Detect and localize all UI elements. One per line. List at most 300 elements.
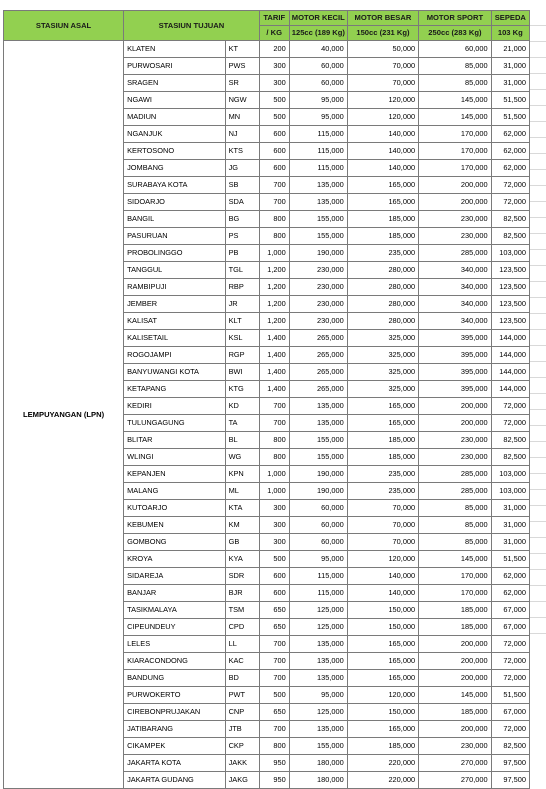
motor-kecil-price[interactable]: 135,000 [289,177,347,194]
destination-code[interactable]: JAKK [225,755,259,772]
sepeda-price[interactable]: 72,000 [491,398,529,415]
motor-kecil-price[interactable]: 125,000 [289,704,347,721]
destination-name[interactable]: BANDUNG [124,670,225,687]
tarif-per-kg[interactable]: 700 [259,194,289,211]
motor-kecil-price[interactable]: 115,000 [289,568,347,585]
motor-kecil-price[interactable]: 180,000 [289,772,347,789]
tarif-per-kg[interactable]: 950 [259,772,289,789]
motor-besar-price[interactable]: 220,000 [347,772,418,789]
destination-name[interactable]: SURABAYA KOTA [124,177,225,194]
motor-besar-price[interactable]: 235,000 [347,466,418,483]
motor-kecil-price[interactable]: 125,000 [289,619,347,636]
motor-besar-price[interactable]: 185,000 [347,738,418,755]
motor-kecil-price[interactable]: 115,000 [289,143,347,160]
sepeda-price[interactable]: 72,000 [491,636,529,653]
destination-name[interactable]: CIPEUNDEUY [124,619,225,636]
motor-kecil-price[interactable]: 60,000 [289,75,347,92]
motor-besar-price[interactable]: 280,000 [347,296,418,313]
motor-sport-price[interactable]: 395,000 [419,330,491,347]
sepeda-price[interactable]: 82,500 [491,449,529,466]
sepeda-price[interactable]: 62,000 [491,160,529,177]
motor-besar-price[interactable]: 185,000 [347,228,418,245]
motor-sport-price[interactable]: 185,000 [419,602,491,619]
motor-besar-price[interactable]: 50,000 [347,41,418,58]
tarif-per-kg[interactable]: 300 [259,517,289,534]
sepeda-price[interactable]: 103,000 [491,483,529,500]
tarif-per-kg[interactable]: 500 [259,687,289,704]
header-sepeda[interactable]: SEPEDA [491,11,529,26]
sepeda-price[interactable]: 31,000 [491,517,529,534]
tarif-per-kg[interactable]: 800 [259,449,289,466]
destination-code[interactable]: KLT [225,313,259,330]
sepeda-price[interactable]: 67,000 [491,704,529,721]
destination-name[interactable]: WLINGI [124,449,225,466]
destination-code[interactable]: SDR [225,568,259,585]
destination-name[interactable]: TULUNGAGUNG [124,415,225,432]
motor-besar-price[interactable]: 185,000 [347,449,418,466]
tarif-per-kg[interactable]: 650 [259,602,289,619]
motor-sport-price[interactable]: 270,000 [419,772,491,789]
motor-besar-price[interactable]: 325,000 [347,330,418,347]
tarif-per-kg[interactable]: 1,000 [259,245,289,262]
motor-besar-price[interactable]: 280,000 [347,262,418,279]
sepeda-price[interactable]: 31,000 [491,75,529,92]
motor-sport-price[interactable]: 230,000 [419,211,491,228]
motor-besar-price[interactable]: 235,000 [347,245,418,262]
motor-sport-price[interactable]: 145,000 [419,687,491,704]
tarif-per-kg[interactable]: 1,000 [259,466,289,483]
motor-kecil-price[interactable]: 95,000 [289,92,347,109]
motor-kecil-price[interactable]: 230,000 [289,279,347,296]
motor-besar-price[interactable]: 280,000 [347,313,418,330]
motor-kecil-price[interactable]: 40,000 [289,41,347,58]
header-motor-besar[interactable]: MOTOR BESAR [347,11,418,26]
destination-code[interactable]: RBP [225,279,259,296]
motor-besar-price[interactable]: 165,000 [347,194,418,211]
tarif-per-kg[interactable]: 600 [259,585,289,602]
motor-kecil-price[interactable]: 265,000 [289,347,347,364]
destination-code[interactable]: PB [225,245,259,262]
tarif-per-kg[interactable]: 600 [259,568,289,585]
destination-code[interactable]: KSL [225,330,259,347]
sepeda-price[interactable]: 67,000 [491,602,529,619]
motor-sport-price[interactable]: 200,000 [419,398,491,415]
destination-name[interactable]: KROYA [124,551,225,568]
destination-name[interactable]: NGAWI [124,92,225,109]
motor-kecil-price[interactable]: 115,000 [289,126,347,143]
sepeda-price[interactable]: 67,000 [491,619,529,636]
motor-sport-price[interactable]: 85,000 [419,75,491,92]
motor-kecil-price[interactable]: 190,000 [289,245,347,262]
sepeda-price[interactable]: 123,500 [491,279,529,296]
destination-code[interactable]: BJR [225,585,259,602]
destination-name[interactable]: JAKARTA GUDANG [124,772,225,789]
sepeda-price[interactable]: 123,500 [491,296,529,313]
motor-besar-price[interactable]: 165,000 [347,177,418,194]
tarif-per-kg[interactable]: 600 [259,143,289,160]
motor-besar-price[interactable]: 70,000 [347,75,418,92]
tarif-per-kg[interactable]: 700 [259,721,289,738]
motor-kecil-price[interactable]: 60,000 [289,58,347,75]
sepeda-price[interactable]: 123,500 [491,262,529,279]
motor-sport-price[interactable]: 270,000 [419,755,491,772]
sepeda-price[interactable]: 72,000 [491,415,529,432]
destination-name[interactable]: PASURUAN [124,228,225,245]
motor-besar-price[interactable]: 150,000 [347,704,418,721]
motor-kecil-price[interactable]: 135,000 [289,636,347,653]
destination-code[interactable]: JR [225,296,259,313]
motor-besar-price[interactable]: 120,000 [347,92,418,109]
destination-code[interactable]: BG [225,211,259,228]
tarif-per-kg[interactable]: 600 [259,160,289,177]
motor-sport-price[interactable]: 185,000 [419,704,491,721]
header-destination[interactable]: STASIUN TUJUAN [124,11,260,41]
tarif-per-kg[interactable]: 700 [259,398,289,415]
destination-code[interactable]: KM [225,517,259,534]
destination-name[interactable]: PURWOSARI [124,58,225,75]
destination-name[interactable]: SRAGEN [124,75,225,92]
tarif-per-kg[interactable]: 1,400 [259,330,289,347]
tarif-per-kg[interactable]: 500 [259,551,289,568]
motor-besar-price[interactable]: 185,000 [347,211,418,228]
tarif-per-kg[interactable]: 800 [259,211,289,228]
motor-besar-price[interactable]: 280,000 [347,279,418,296]
tarif-per-kg[interactable]: 700 [259,653,289,670]
destination-code[interactable]: JG [225,160,259,177]
destination-name[interactable]: GOMBONG [124,534,225,551]
sepeda-price[interactable]: 123,500 [491,313,529,330]
destination-name[interactable]: TANGGUL [124,262,225,279]
header-sepeda-spec[interactable]: 103 Kg [491,26,529,41]
sepeda-price[interactable]: 72,000 [491,670,529,687]
motor-kecil-price[interactable]: 135,000 [289,721,347,738]
motor-sport-price[interactable]: 230,000 [419,449,491,466]
sepeda-price[interactable]: 82,500 [491,228,529,245]
sepeda-price[interactable]: 31,000 [491,58,529,75]
motor-sport-price[interactable]: 85,000 [419,517,491,534]
tarif-per-kg[interactable]: 1,200 [259,262,289,279]
motor-besar-price[interactable]: 120,000 [347,687,418,704]
destination-name[interactable]: JOMBANG [124,160,225,177]
motor-besar-price[interactable]: 185,000 [347,432,418,449]
destination-name[interactable]: KALISAT [124,313,225,330]
motor-besar-price[interactable]: 325,000 [347,347,418,364]
destination-name[interactable]: KUTOARJO [124,500,225,517]
motor-sport-price[interactable]: 85,000 [419,58,491,75]
motor-sport-price[interactable]: 85,000 [419,534,491,551]
motor-besar-price[interactable]: 325,000 [347,364,418,381]
motor-besar-price[interactable]: 120,000 [347,551,418,568]
motor-sport-price[interactable]: 285,000 [419,245,491,262]
header-motor-sport[interactable]: MOTOR SPORT [419,11,491,26]
sepeda-price[interactable]: 62,000 [491,568,529,585]
header-origin[interactable]: STASIUN ASAL [4,11,124,41]
motor-besar-price[interactable]: 70,000 [347,534,418,551]
motor-kecil-price[interactable]: 230,000 [289,296,347,313]
header-motor-kecil-spec[interactable]: 125cc (189 Kg) [289,26,347,41]
motor-sport-price[interactable]: 200,000 [419,177,491,194]
motor-besar-price[interactable]: 140,000 [347,585,418,602]
destination-code[interactable]: KTS [225,143,259,160]
motor-kecil-price[interactable]: 60,000 [289,517,347,534]
motor-kecil-price[interactable]: 230,000 [289,262,347,279]
sepeda-price[interactable]: 62,000 [491,126,529,143]
destination-name[interactable]: LELES [124,636,225,653]
motor-kecil-price[interactable]: 265,000 [289,381,347,398]
destination-name[interactable]: KEBUMEN [124,517,225,534]
tarif-per-kg[interactable]: 650 [259,619,289,636]
sepeda-price[interactable]: 51,500 [491,551,529,568]
destination-code[interactable]: ML [225,483,259,500]
sepeda-price[interactable]: 144,000 [491,347,529,364]
motor-kecil-price[interactable]: 135,000 [289,398,347,415]
motor-sport-price[interactable]: 170,000 [419,585,491,602]
motor-besar-price[interactable]: 70,000 [347,500,418,517]
tarif-per-kg[interactable]: 800 [259,432,289,449]
motor-kecil-price[interactable]: 60,000 [289,500,347,517]
destination-name[interactable]: SIDOARJO [124,194,225,211]
destination-code[interactable]: PWT [225,687,259,704]
motor-sport-price[interactable]: 395,000 [419,381,491,398]
tarif-per-kg[interactable]: 800 [259,738,289,755]
motor-sport-price[interactable]: 185,000 [419,619,491,636]
motor-besar-price[interactable]: 120,000 [347,109,418,126]
tarif-per-kg[interactable]: 950 [259,755,289,772]
destination-code[interactable]: PS [225,228,259,245]
sepeda-price[interactable]: 103,000 [491,245,529,262]
motor-besar-price[interactable]: 150,000 [347,602,418,619]
motor-besar-price[interactable]: 165,000 [347,721,418,738]
destination-code[interactable]: GB [225,534,259,551]
destination-name[interactable]: KLATEN [124,41,225,58]
destination-code[interactable]: NJ [225,126,259,143]
motor-sport-price[interactable]: 200,000 [419,415,491,432]
destination-name[interactable]: RAMBIPUJI [124,279,225,296]
destination-code[interactable]: KD [225,398,259,415]
sepeda-price[interactable]: 72,000 [491,177,529,194]
header-motor-besar-spec[interactable]: 150cc (231 Kg) [347,26,418,41]
motor-sport-price[interactable]: 230,000 [419,432,491,449]
tarif-per-kg[interactable]: 300 [259,75,289,92]
sepeda-price[interactable]: 144,000 [491,381,529,398]
sepeda-price[interactable]: 97,500 [491,755,529,772]
motor-kecil-price[interactable]: 135,000 [289,194,347,211]
motor-besar-price[interactable]: 140,000 [347,143,418,160]
destination-name[interactable]: PURWOKERTO [124,687,225,704]
sepeda-price[interactable]: 82,500 [491,432,529,449]
motor-besar-price[interactable]: 165,000 [347,670,418,687]
tarif-per-kg[interactable]: 300 [259,534,289,551]
motor-kecil-price[interactable]: 135,000 [289,415,347,432]
destination-name[interactable]: KEPANJEN [124,466,225,483]
destination-name[interactable]: NGANJUK [124,126,225,143]
destination-code[interactable]: BD [225,670,259,687]
destination-code[interactable]: CNP [225,704,259,721]
tarif-per-kg[interactable]: 300 [259,500,289,517]
sepeda-price[interactable]: 144,000 [491,364,529,381]
motor-besar-price[interactable]: 165,000 [347,636,418,653]
motor-sport-price[interactable]: 285,000 [419,466,491,483]
motor-besar-price[interactable]: 140,000 [347,568,418,585]
sepeda-price[interactable]: 62,000 [491,143,529,160]
destination-name[interactable]: CIREBONPRUJAKAN [124,704,225,721]
destination-name[interactable]: MADIUN [124,109,225,126]
motor-kecil-price[interactable]: 115,000 [289,160,347,177]
tarif-per-kg[interactable]: 500 [259,92,289,109]
destination-code[interactable]: RGP [225,347,259,364]
destination-name[interactable]: JAKARTA KOTA [124,755,225,772]
motor-kecil-price[interactable]: 95,000 [289,551,347,568]
destination-code[interactable]: TSM [225,602,259,619]
motor-sport-price[interactable]: 170,000 [419,160,491,177]
header-motor-kecil[interactable]: MOTOR KECIL [289,11,347,26]
sepeda-price[interactable]: 144,000 [491,330,529,347]
tarif-per-kg[interactable]: 500 [259,109,289,126]
destination-code[interactable]: KTA [225,500,259,517]
sepeda-price[interactable]: 51,500 [491,92,529,109]
tarif-per-kg[interactable]: 700 [259,636,289,653]
tarif-per-kg[interactable]: 1,400 [259,364,289,381]
motor-kecil-price[interactable]: 265,000 [289,330,347,347]
motor-sport-price[interactable]: 200,000 [419,721,491,738]
motor-sport-price[interactable]: 145,000 [419,109,491,126]
tarif-per-kg[interactable]: 1,200 [259,279,289,296]
destination-name[interactable]: KERTOSONO [124,143,225,160]
destination-code[interactable]: CKP [225,738,259,755]
motor-sport-price[interactable]: 170,000 [419,126,491,143]
sepeda-price[interactable]: 82,500 [491,738,529,755]
destination-name[interactable]: SIDAREJA [124,568,225,585]
tarif-per-kg[interactable]: 1,400 [259,381,289,398]
destination-name[interactable]: BANYUWANGI KOTA [124,364,225,381]
tarif-per-kg[interactable]: 1,400 [259,347,289,364]
destination-code[interactable]: TGL [225,262,259,279]
destination-code[interactable]: JAKG [225,772,259,789]
motor-besar-price[interactable]: 220,000 [347,755,418,772]
motor-kecil-price[interactable]: 180,000 [289,755,347,772]
motor-besar-price[interactable]: 140,000 [347,160,418,177]
destination-name[interactable]: KETAPANG [124,381,225,398]
destination-code[interactable]: SR [225,75,259,92]
tarif-per-kg[interactable]: 200 [259,41,289,58]
motor-sport-price[interactable]: 145,000 [419,92,491,109]
destination-name[interactable]: KALISETAIL [124,330,225,347]
motor-sport-price[interactable]: 60,000 [419,41,491,58]
tarif-per-kg[interactable]: 700 [259,177,289,194]
tarif-per-kg[interactable]: 1,200 [259,313,289,330]
destination-code[interactable]: WG [225,449,259,466]
motor-sport-price[interactable]: 200,000 [419,194,491,211]
motor-besar-price[interactable]: 150,000 [347,619,418,636]
motor-sport-price[interactable]: 200,000 [419,670,491,687]
destination-name[interactable]: CIKAMPEK [124,738,225,755]
destination-code[interactable]: KPN [225,466,259,483]
motor-kecil-price[interactable]: 95,000 [289,109,347,126]
sepeda-price[interactable]: 72,000 [491,194,529,211]
motor-kecil-price[interactable]: 155,000 [289,738,347,755]
motor-kecil-price[interactable]: 155,000 [289,228,347,245]
destination-code[interactable]: BWI [225,364,259,381]
destination-code[interactable]: KYA [225,551,259,568]
destination-code[interactable]: KT [225,41,259,58]
motor-sport-price[interactable]: 85,000 [419,500,491,517]
destination-code[interactable]: SB [225,177,259,194]
destination-name[interactable]: ROGOJAMPI [124,347,225,364]
motor-sport-price[interactable]: 340,000 [419,262,491,279]
sepeda-price[interactable]: 72,000 [491,721,529,738]
motor-kecil-price[interactable]: 125,000 [289,602,347,619]
motor-sport-price[interactable]: 395,000 [419,347,491,364]
sepeda-price[interactable]: 51,500 [491,687,529,704]
motor-besar-price[interactable]: 140,000 [347,126,418,143]
motor-besar-price[interactable]: 235,000 [347,483,418,500]
destination-code[interactable]: TA [225,415,259,432]
destination-code[interactable]: CPD [225,619,259,636]
destination-code[interactable]: LL [225,636,259,653]
destination-code[interactable]: PWS [225,58,259,75]
destination-code[interactable]: BL [225,432,259,449]
header-tarif-top[interactable]: TARIF [259,11,289,26]
header-motor-sport-spec[interactable]: 250cc (283 Kg) [419,26,491,41]
sepeda-price[interactable]: 31,000 [491,534,529,551]
sepeda-price[interactable]: 103,000 [491,466,529,483]
destination-name[interactable]: BLITAR [124,432,225,449]
destination-name[interactable]: JATIBARANG [124,721,225,738]
motor-kecil-price[interactable]: 95,000 [289,687,347,704]
motor-kecil-price[interactable]: 135,000 [289,653,347,670]
motor-sport-price[interactable]: 145,000 [419,551,491,568]
tarif-per-kg[interactable]: 700 [259,670,289,687]
tarif-per-kg[interactable]: 700 [259,415,289,432]
destination-code[interactable]: KTG [225,381,259,398]
motor-kecil-price[interactable]: 155,000 [289,432,347,449]
motor-kecil-price[interactable]: 230,000 [289,313,347,330]
motor-sport-price[interactable]: 340,000 [419,279,491,296]
motor-sport-price[interactable]: 340,000 [419,313,491,330]
tarif-per-kg[interactable]: 300 [259,58,289,75]
tarif-per-kg[interactable]: 1,000 [259,483,289,500]
tarif-per-kg[interactable]: 650 [259,704,289,721]
motor-sport-price[interactable]: 340,000 [419,296,491,313]
sepeda-price[interactable]: 97,500 [491,772,529,789]
sepeda-price[interactable]: 51,500 [491,109,529,126]
motor-besar-price[interactable]: 70,000 [347,58,418,75]
motor-sport-price[interactable]: 170,000 [419,568,491,585]
motor-besar-price[interactable]: 165,000 [347,398,418,415]
motor-sport-price[interactable]: 230,000 [419,228,491,245]
motor-kecil-price[interactable]: 190,000 [289,483,347,500]
destination-name[interactable]: KEDIRI [124,398,225,415]
destination-name[interactable]: MALANG [124,483,225,500]
motor-kecil-price[interactable]: 265,000 [289,364,347,381]
motor-sport-price[interactable]: 170,000 [419,143,491,160]
motor-sport-price[interactable]: 285,000 [419,483,491,500]
destination-name[interactable]: KIARACONDONG [124,653,225,670]
destination-name[interactable]: PROBOLINGGO [124,245,225,262]
header-tarif-unit[interactable]: / KG [259,26,289,41]
motor-kecil-price[interactable]: 135,000 [289,670,347,687]
destination-name[interactable]: BANJAR [124,585,225,602]
motor-kecil-price[interactable]: 60,000 [289,534,347,551]
origin-station-cell[interactable]: LEMPUYANGAN (LPN) [4,41,124,789]
destination-code[interactable]: NGW [225,92,259,109]
motor-sport-price[interactable]: 230,000 [419,738,491,755]
motor-kecil-price[interactable]: 155,000 [289,211,347,228]
destination-code[interactable]: JTB [225,721,259,738]
motor-sport-price[interactable]: 395,000 [419,364,491,381]
destination-code[interactable]: SDA [225,194,259,211]
tarif-per-kg[interactable]: 600 [259,126,289,143]
